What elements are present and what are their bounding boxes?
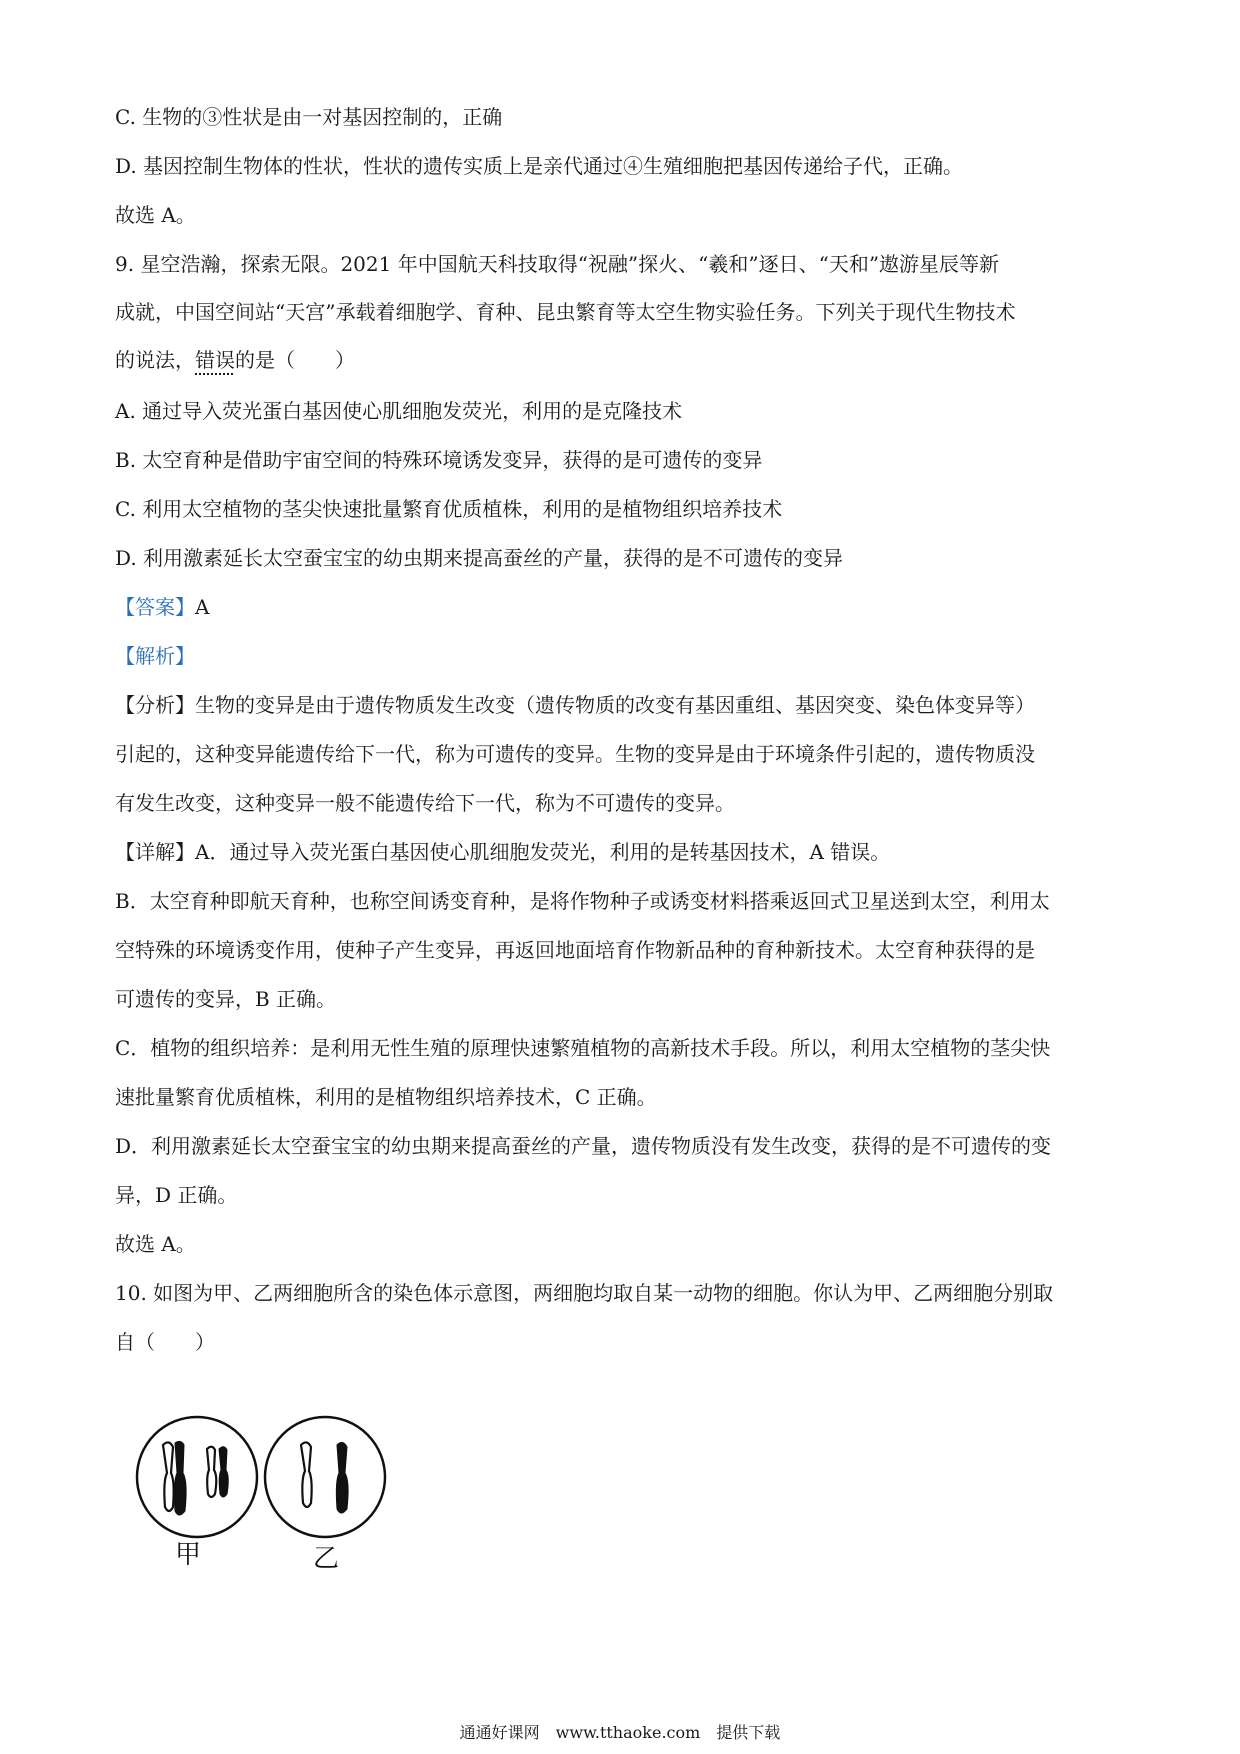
choose-a-prev: 故选 A。 <box>115 203 196 227</box>
cell-yi-chromosome-1 <box>301 1442 312 1507</box>
q9-emphasis: 错误 <box>195 348 235 372</box>
q9-option-b: B. 太空育种是借助宇宙空间的特殊环境诱发变异，获得的是可遗传的变异 <box>115 448 763 472</box>
detail-b-line2: 空特殊的环境诱变作用，使种子产生变异，再返回地面培育作物新品种的育种新技术。太空育种获得的是 <box>115 938 1035 962</box>
detail-d-line1: D．利用激素延长太空蚕宝宝的幼虫期来提高蚕丝的产量，遗传物质没有发生改变，获得的是不可遗传的变 <box>115 1134 1052 1158</box>
answer-label: 【答案】 <box>115 595 195 619</box>
cell-jia-chromosome-pair-1 <box>163 1441 186 1515</box>
answer-value: A <box>195 595 210 619</box>
cell-jia-membrane <box>137 1417 257 1537</box>
q9-stem-line1: 9. 星空浩瀚，探索无限。2021 年中国航天科技取得“祝融”探火、“羲和”逐日、“天和”遨游星辰等新 <box>115 252 1000 276</box>
choose-a: 故选 A。 <box>115 1232 196 1256</box>
answer-line <box>115 593 209 621</box>
q9-stem-line3 <box>115 346 355 374</box>
cell-jia <box>137 1417 257 1537</box>
label-jia: 甲 <box>175 1540 202 1570</box>
cell-yi-membrane <box>265 1417 385 1537</box>
q9-option-d: D. 利用激素延长太空蚕宝宝的幼虫期来提高蚕丝的产量，获得的是不可遗传的变异 <box>115 546 844 570</box>
q9-stem-post: 的是（ ） <box>235 348 355 372</box>
analysis-line1: 【分析】生物的变异是由于遗传物质发生改变（遗传物质的改变有基因重组、基因突变、染色体变异等） <box>115 693 1035 717</box>
option-d-prev: D. 基因控制生物体的性状，性状的遗传实质上是亲代通过④生殖细胞把基因传递给子代，正确。 <box>115 154 964 178</box>
q9-stem-line2: 成就，中国空间站“天宫”承载着细胞学、育种、昆虫繁育等太空生物实验任务。下列关于现代生物技术 <box>115 300 1016 324</box>
q10-stem-line2: 自（ ） <box>115 1330 215 1354</box>
cell-yi <box>265 1417 385 1537</box>
option-c-prev: C. 生物的③性状是由一对基因控制的，正确 <box>115 105 503 129</box>
cell-yi-chromosome-2 <box>336 1442 348 1513</box>
detail-a: 【详解】A．通过导入荧光蛋白基因使心肌细胞发荧光，利用的是转基因技术，A 错误。 <box>115 840 891 864</box>
cell-jia-chromosome-pair-2 <box>207 1447 228 1497</box>
analysis-line2: 引起的，这种变异能遗传给下一代，称为可遗传的变异。生物的变异是由于环境条件引起的，遗传物质没 <box>115 742 1035 766</box>
detail-c-line2: 速批量繁育优质植株，利用的是植物组织培养技术，C 正确。 <box>115 1085 657 1109</box>
analysis-line3: 有发生改变，这种变异一般不能遗传给下一代，称为不可遗传的变异。 <box>115 791 735 815</box>
q9-option-a: A. 通过导入荧光蛋白基因使心肌细胞发荧光，利用的是克隆技术 <box>115 399 683 423</box>
detail-b-line3: 可遗传的变异，B 正确。 <box>115 987 337 1011</box>
footer-credit: 通通好课网 www.tthaoke.com 提供下载 <box>459 1723 781 1742</box>
chromosome-figure <box>125 1415 445 1575</box>
detail-b-line1: B．太空育种即航天育种，也称空间诱变育种，是将作物种子或诱变材料搭乘返回式卫星送到太空，利用太 <box>115 889 1050 913</box>
label-yi: 乙 <box>313 1544 340 1574</box>
q9-stem-pre: 的说法， <box>115 348 195 372</box>
analysis-label: 【解析】 <box>115 644 195 668</box>
detail-d-line2: 异，D 正确。 <box>115 1183 238 1207</box>
q9-option-c: C. 利用太空植物的茎尖快速批量繁育优质植株，利用的是植物组织培养技术 <box>115 497 783 521</box>
detail-c-line1: C．植物的组织培养：是利用无性生殖的原理快速繁殖植物的高新技术手段。所以，利用太空植物的茎尖快 <box>115 1036 1051 1060</box>
q10-stem-line1: 10. 如图为甲、乙两细胞所含的染色体示意图，两细胞均取自某一动物的细胞。你认为甲、乙两细胞分别取 <box>115 1281 1054 1305</box>
